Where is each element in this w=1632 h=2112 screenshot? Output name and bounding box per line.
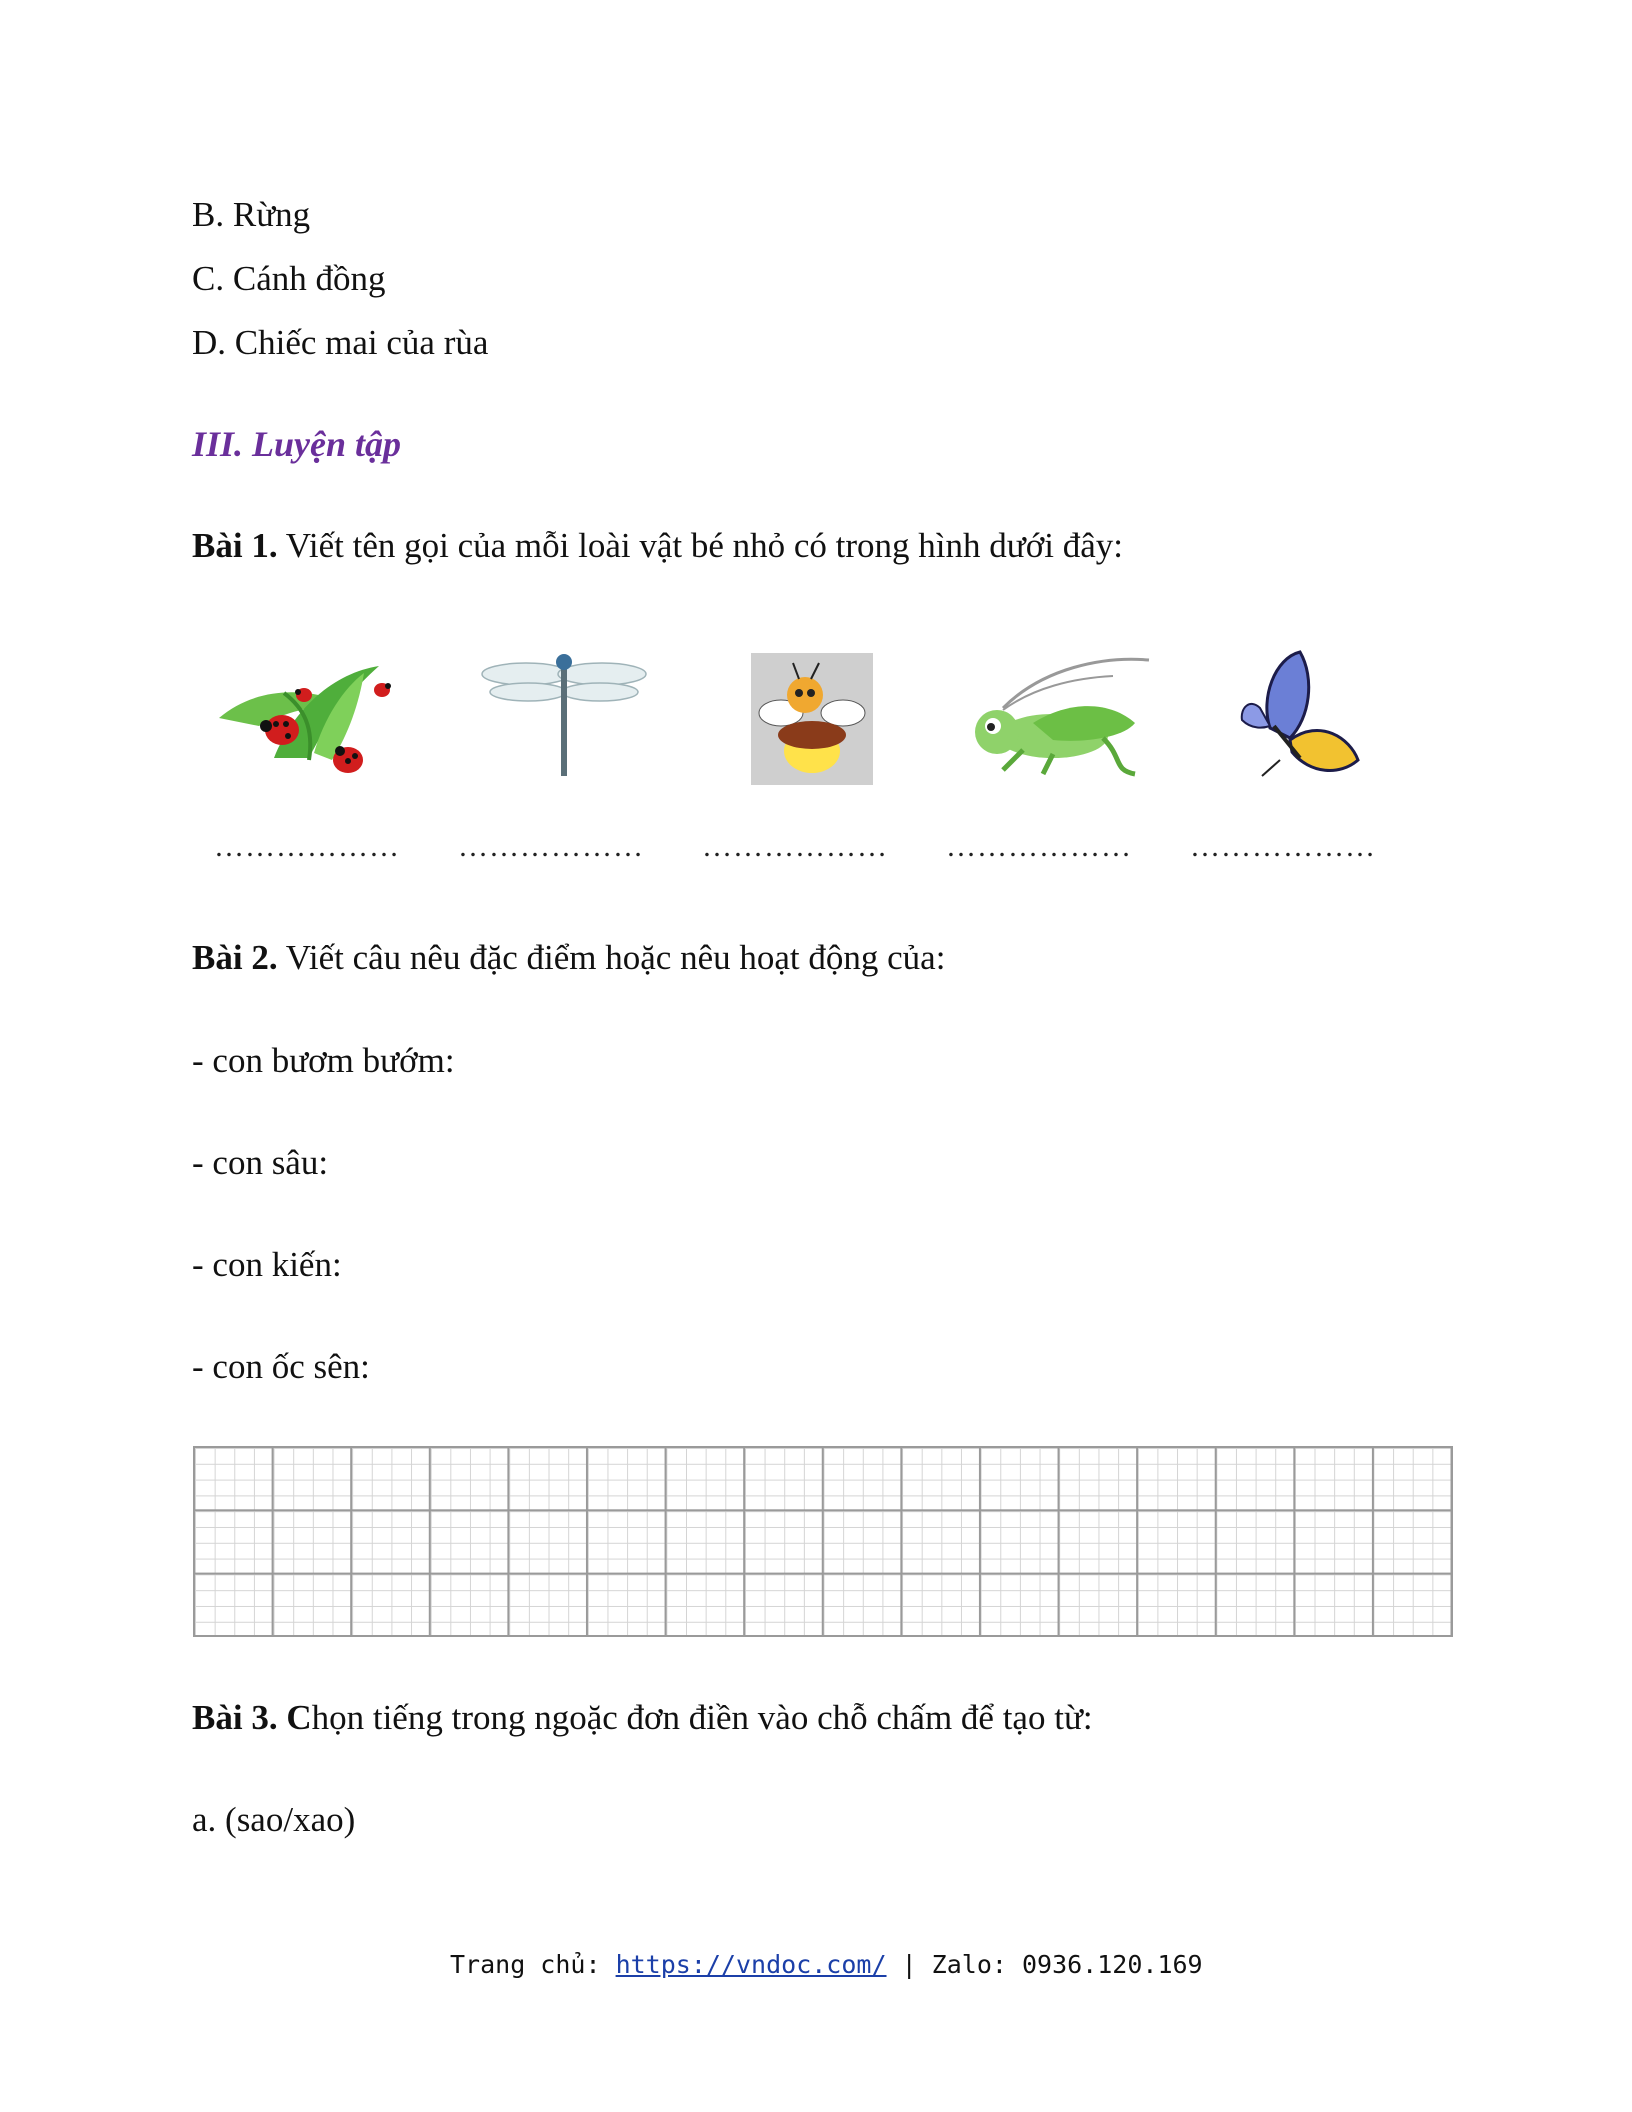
option-d: D. Chiếc mai của rùa xyxy=(192,323,489,362)
exercise-2-item: - con bươm bướm: xyxy=(192,1041,455,1080)
exercise-3-heading xyxy=(192,1696,1093,1740)
footer-prefix: Trang chủ: xyxy=(450,1950,616,1979)
ladybug-icon xyxy=(214,648,409,780)
page-footer xyxy=(450,1950,1203,1979)
grasshopper-icon xyxy=(963,648,1153,780)
exercise-2-label: Bài 2. xyxy=(192,938,278,977)
exercise-2-item: - con ốc sên: xyxy=(192,1347,370,1386)
exercise-3-label: Bài 3. xyxy=(192,1698,278,1737)
exercise-2-text: Viết câu nêu đặc điểm hoặc nêu hoạt động của: xyxy=(277,938,946,977)
firefly-icon xyxy=(751,653,873,785)
answer-blank-2[interactable]: ……………… xyxy=(458,830,644,863)
exercise-3-item-a: a. (sao/xao) xyxy=(192,1800,356,1839)
answer-blank-5[interactable]: ……………… xyxy=(1190,830,1376,863)
footer-separator: | xyxy=(886,1950,932,1979)
butterfly-icon xyxy=(1230,648,1362,786)
exercise-2-heading xyxy=(192,936,945,980)
option-c: C. Cánh đồng xyxy=(192,259,386,298)
section-title: III. Luyện tập xyxy=(192,424,402,464)
dragonfly-icon xyxy=(480,648,648,780)
exercise-1-text: Viết tên gọi của mỗi loài vật bé nhỏ có trong hình dưới đây: xyxy=(277,526,1123,565)
footer-home-link[interactable]: https://vndoc.com/ xyxy=(615,1950,887,1979)
exercise-1-label: Bài 1. xyxy=(192,526,278,565)
option-b: B. Rừng xyxy=(192,195,311,234)
answer-blank-4[interactable]: ……………… xyxy=(946,830,1132,863)
exercise-2-item: - con kiến: xyxy=(192,1245,342,1284)
exercise-3-text: họn tiếng trong ngoặc đơn điền vào chỗ chấm để tạo từ: xyxy=(311,1698,1093,1737)
exercise-3-label-extra: C xyxy=(277,1698,312,1737)
answer-blank-1[interactable]: ……………… xyxy=(214,830,400,863)
exercise-1-heading xyxy=(192,524,1123,568)
answer-blank-3[interactable]: ……………… xyxy=(702,830,888,863)
exercise-2-item: - con sâu: xyxy=(192,1143,329,1182)
handwriting-grid[interactable] xyxy=(193,1446,1453,1637)
footer-zalo: Zalo: 0936.120.169 xyxy=(931,1950,1203,1979)
